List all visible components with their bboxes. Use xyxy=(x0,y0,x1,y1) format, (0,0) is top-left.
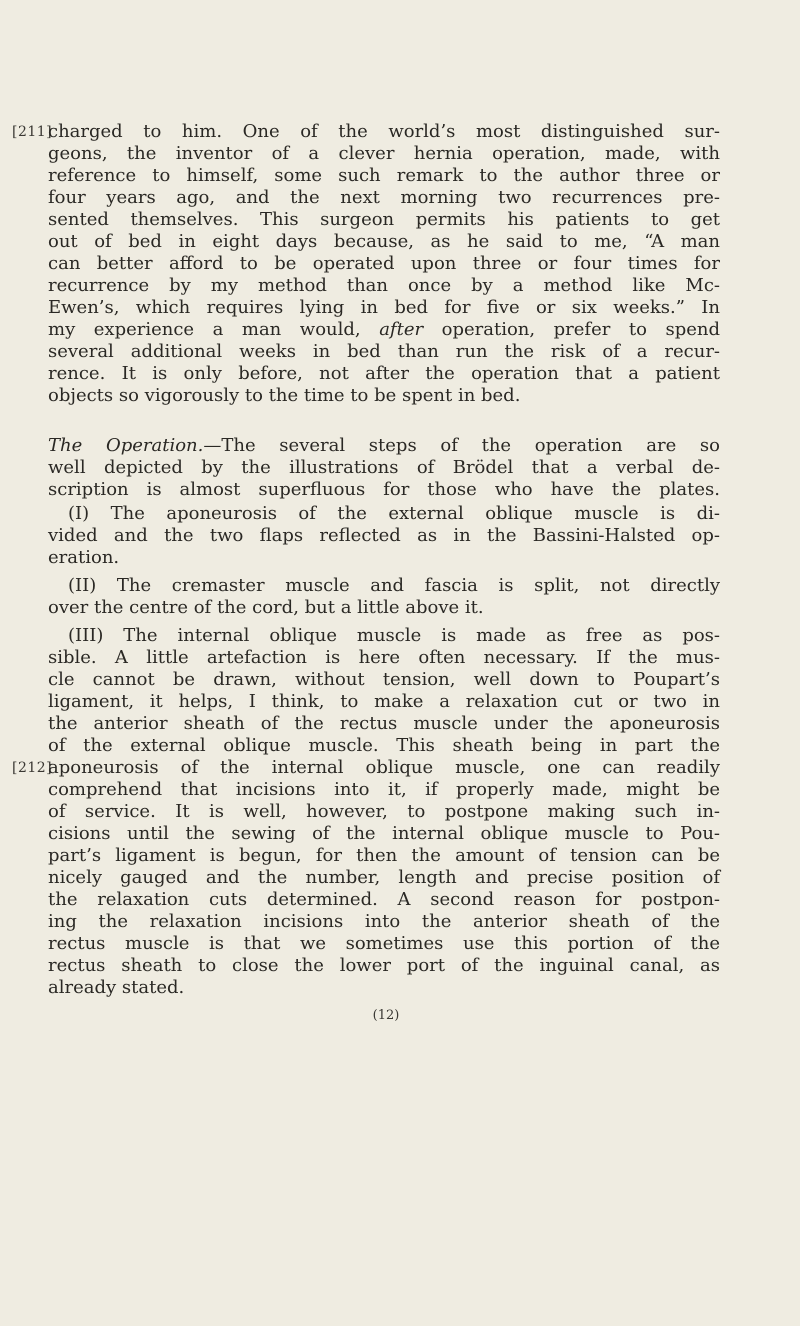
text-line: cisions until the sewing of the internal oblique muscle to Pou- xyxy=(48,823,720,844)
text-line xyxy=(48,435,720,457)
text-line: reference to himself, some such remark to the author three or xyxy=(48,165,720,186)
section-heading: The Operation. xyxy=(48,435,204,456)
text-line: part’s ligament is begun, for then the amount of tension can be xyxy=(48,845,720,866)
text-line: the relaxation cuts determined. A second reason for postpon- xyxy=(48,889,720,910)
text-line: scription is almost superfluous for those who have the plates. xyxy=(48,479,720,500)
text-line: charged to him. One of the world’s most distinguished sur- xyxy=(48,121,720,142)
text-line: already stated. xyxy=(48,977,185,998)
text-line: eration. xyxy=(48,547,120,568)
text-line: the anterior sheath of the rectus muscle under the aponeurosis xyxy=(48,713,720,734)
text-line: ing the relaxation incisions into the anterior sheath of the xyxy=(48,911,720,932)
text-line: well depicted by the illustrations of Brödel that a verbal de- xyxy=(48,457,720,478)
text-line: nicely gauged and the number, length and precise position of xyxy=(48,867,720,888)
italic-word: after xyxy=(379,319,424,340)
text-fragment: —The several steps of the operation are so xyxy=(203,435,720,456)
text-line: geons, the inventor of a clever hernia operation, made, with xyxy=(48,143,720,164)
text-line xyxy=(48,319,720,341)
text-fragment: my experience a man would, xyxy=(48,319,380,340)
text-fragment: operation, prefer to spend xyxy=(423,319,720,340)
text-line: rectus sheath to close the lower port of the inguinal canal, as xyxy=(48,955,720,976)
text-line: several additional weeks in bed than run the risk of a recur- xyxy=(48,341,720,362)
text-line: vided and the two flaps reflected as in the Bassini-Halsted op- xyxy=(48,525,720,546)
text-line: over the centre of the cord, but a little above it. xyxy=(48,597,484,618)
text-line: of service. It is well, however, to postpone making such in- xyxy=(48,801,720,822)
text-line: cle cannot be drawn, without tension, well down to Poupart’s xyxy=(48,669,720,690)
text-line: rectus muscle is that we sometimes use this portion of the xyxy=(48,933,720,954)
text-line: four years ago, and the next morning two recurrences pre- xyxy=(48,187,720,208)
text-line: recurrence by my method than once by a method like Mc- xyxy=(48,275,720,296)
text-line: out of bed in eight days because, as he said to me, “A man xyxy=(48,231,720,252)
text-line: Ewen’s, which requires lying in bed for five or six weeks.” In xyxy=(48,297,720,318)
text-line: sible. A little artefaction is here often necessary. If the mus- xyxy=(48,647,720,668)
text-line: (II) The cremaster muscle and fascia is split, not directly xyxy=(68,575,720,596)
page-number: (12) xyxy=(372,1008,400,1023)
text-line: comprehend that incisions into it, if properly made, might be xyxy=(48,779,720,800)
text-line: (III) The internal oblique muscle is made as free as pos- xyxy=(68,625,720,646)
text-line: objects so vigorously to the time to be spent in bed. xyxy=(48,385,521,406)
text-line: aponeurosis of the internal oblique muscle, one can readily xyxy=(48,757,720,778)
text-line: rence. It is only before, not after the operation that a patient xyxy=(48,363,720,384)
text-line: sented themselves. This surgeon permits his patients to get xyxy=(48,209,720,230)
text-line: ligament, it helps, I think, to make a relaxation cut or two in xyxy=(48,691,720,712)
margin-note-page-212: [212] xyxy=(12,760,53,776)
margin-note-page-211: [211] xyxy=(12,124,53,140)
text-line: (I) The aponeurosis of the external oblique muscle is di- xyxy=(68,503,720,524)
text-line: can better afford to be operated upon three or four times for xyxy=(48,253,720,274)
text-line: of the external oblique muscle. This sheath being in part the xyxy=(48,735,720,756)
